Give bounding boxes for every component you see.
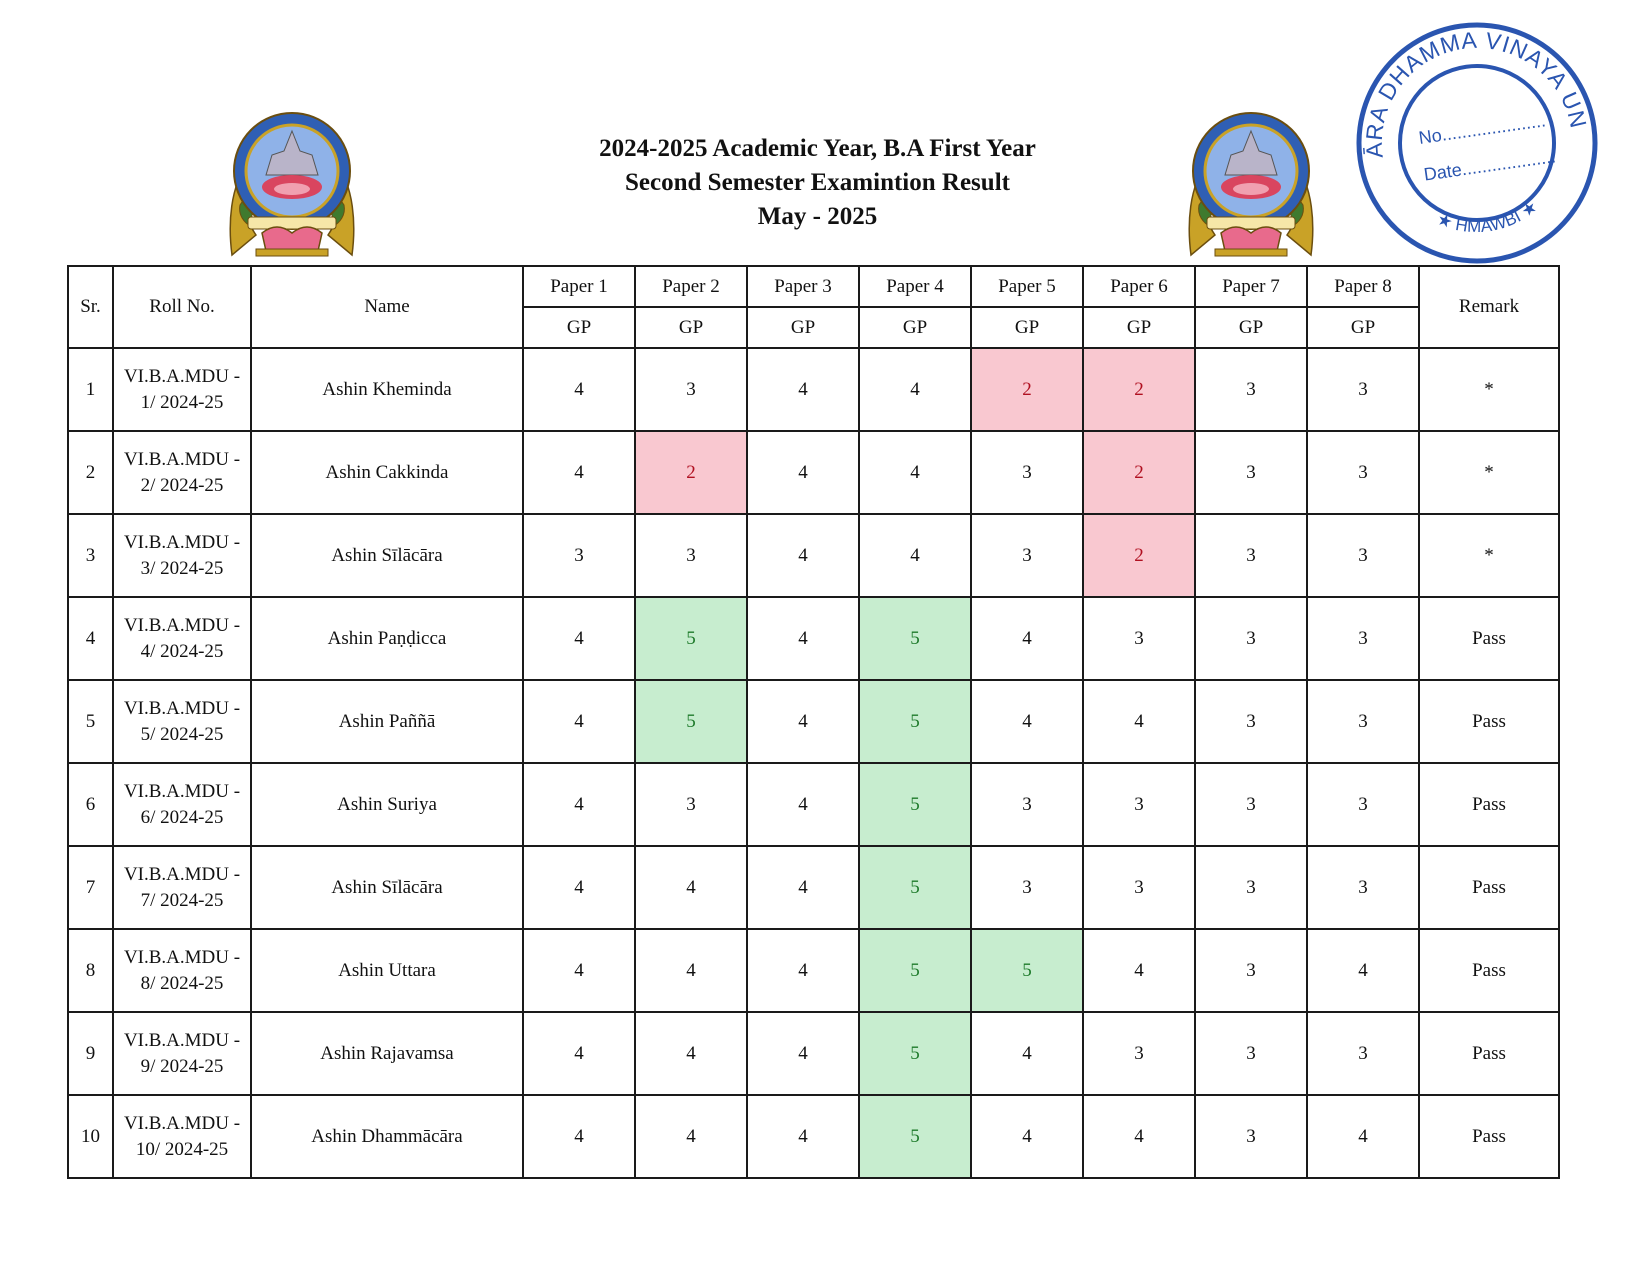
header-paper-1: Paper 1 bbox=[523, 266, 635, 307]
gp-cell-paper-2: 3 bbox=[635, 763, 747, 846]
gp-cell-paper-3: 4 bbox=[747, 1012, 859, 1095]
gp-cell-paper-6: 3 bbox=[1083, 1012, 1195, 1095]
gp-cell-paper-7: 3 bbox=[1195, 348, 1307, 431]
gp-cell-paper-1: 4 bbox=[523, 348, 635, 431]
gp-cell-paper-6: 4 bbox=[1083, 1095, 1195, 1178]
header-sr: Sr. bbox=[68, 266, 113, 348]
name-cell: Ashin Rajavamsa bbox=[251, 1012, 523, 1095]
gp-cell-paper-4: 5 bbox=[859, 597, 971, 680]
roll-no-cell bbox=[113, 929, 251, 1012]
gp-cell-paper-1: 4 bbox=[523, 1012, 635, 1095]
gp-cell-paper-3: 4 bbox=[747, 1095, 859, 1178]
roll-no-line-1: VI.B.A.MDU - bbox=[123, 1029, 241, 1051]
gp-cell-paper-2: 3 bbox=[635, 514, 747, 597]
gp-cell-paper-3: 4 bbox=[747, 929, 859, 1012]
header-gp: GP bbox=[523, 307, 635, 348]
gp-cell-paper-7: 3 bbox=[1195, 1012, 1307, 1095]
gp-cell-paper-2: 4 bbox=[635, 1012, 747, 1095]
roll-no-line-1: VI.B.A.MDU - bbox=[123, 448, 241, 470]
sr-cell: 9 bbox=[68, 1012, 113, 1095]
gp-cell-paper-6: 4 bbox=[1083, 680, 1195, 763]
gp-cell-paper-8: 3 bbox=[1307, 680, 1419, 763]
gp-cell-paper-6: 3 bbox=[1083, 597, 1195, 680]
sr-cell: 10 bbox=[68, 1095, 113, 1178]
name-cell: Ashin Uttara bbox=[251, 929, 523, 1012]
gp-cell-paper-1: 4 bbox=[523, 680, 635, 763]
svg-text:No.....................: No..................... bbox=[1417, 110, 1547, 148]
svg-text:★ HMAWBI ★: ★ HMAWBI ★ bbox=[1434, 196, 1542, 237]
svg-text:Date...................: Date................... bbox=[1422, 146, 1558, 185]
gp-cell-paper-8: 3 bbox=[1307, 846, 1419, 929]
gp-cell-paper-1: 4 bbox=[523, 431, 635, 514]
gp-cell-paper-8: 3 bbox=[1307, 597, 1419, 680]
gp-cell-paper-6: 3 bbox=[1083, 763, 1195, 846]
roll-no-cell bbox=[113, 431, 251, 514]
gp-cell-paper-3: 4 bbox=[747, 763, 859, 846]
gp-cell-paper-5: 4 bbox=[971, 680, 1083, 763]
roll-no-line-2: 1/ 2024-25 bbox=[140, 391, 224, 413]
gp-cell-paper-4: 5 bbox=[859, 929, 971, 1012]
gp-cell-paper-3: 4 bbox=[747, 680, 859, 763]
name-cell: Ashin Sīlācāra bbox=[251, 846, 523, 929]
header-paper-4: Paper 4 bbox=[859, 266, 971, 307]
gp-cell-paper-5: 4 bbox=[971, 1095, 1083, 1178]
gp-cell-paper-4: 5 bbox=[859, 1012, 971, 1095]
table-row bbox=[68, 1095, 1559, 1178]
svg-text:MAHĀVIHĀRA DHAMMA VINAYA UNIVE: MAHĀVIHĀRA DHAMMA VINAYA UNIVERSITY bbox=[1360, 26, 1592, 159]
gp-cell-paper-2: 5 bbox=[635, 680, 747, 763]
gp-cell-paper-8: 3 bbox=[1307, 348, 1419, 431]
roll-no-line-2: 10/ 2024-25 bbox=[135, 1138, 229, 1160]
header-gp: GP bbox=[747, 307, 859, 348]
title-line-2: Second Semester Examintion Result bbox=[625, 169, 1010, 196]
header-gp: GP bbox=[635, 307, 747, 348]
header-gp: GP bbox=[1083, 307, 1195, 348]
sr-cell: 6 bbox=[68, 763, 113, 846]
table-row bbox=[68, 597, 1559, 680]
header-paper-2: Paper 2 bbox=[635, 266, 747, 307]
remark-cell: Pass bbox=[1419, 680, 1559, 763]
roll-no-line-1: VI.B.A.MDU - bbox=[123, 614, 241, 636]
gp-cell-paper-6: 2 bbox=[1083, 431, 1195, 514]
roll-no-line-1: VI.B.A.MDU - bbox=[123, 946, 241, 968]
title-line-3: May - 2025 bbox=[757, 203, 878, 230]
gp-cell-paper-8: 4 bbox=[1307, 1095, 1419, 1178]
roll-no-line-1: VI.B.A.MDU - bbox=[123, 1112, 241, 1134]
header-gp: GP bbox=[859, 307, 971, 348]
gp-cell-paper-2: 5 bbox=[635, 597, 747, 680]
gp-cell-paper-6: 2 bbox=[1083, 514, 1195, 597]
gp-cell-paper-3: 4 bbox=[747, 514, 859, 597]
header-remark: Remark bbox=[1419, 266, 1559, 348]
gp-cell-paper-4: 4 bbox=[859, 514, 971, 597]
gp-cell-paper-2: 4 bbox=[635, 1095, 747, 1178]
remark-cell: Pass bbox=[1419, 846, 1559, 929]
remark-cell: Pass bbox=[1419, 929, 1559, 1012]
gp-cell-paper-7: 3 bbox=[1195, 431, 1307, 514]
header-name: Name bbox=[251, 266, 523, 348]
roll-no-line-2: 2/ 2024-25 bbox=[140, 474, 224, 496]
roll-no-line-1: VI.B.A.MDU - bbox=[123, 697, 241, 719]
roll-no-cell bbox=[113, 597, 251, 680]
header-paper-3: Paper 3 bbox=[747, 266, 859, 307]
gp-cell-paper-1: 4 bbox=[523, 1095, 635, 1178]
gp-cell-paper-8: 3 bbox=[1307, 1012, 1419, 1095]
sr-cell: 5 bbox=[68, 680, 113, 763]
gp-cell-paper-1: 4 bbox=[523, 929, 635, 1012]
gp-cell-paper-4: 5 bbox=[859, 680, 971, 763]
remark-cell: Pass bbox=[1419, 1095, 1559, 1178]
gp-cell-paper-7: 3 bbox=[1195, 846, 1307, 929]
roll-no-line-2: 9/ 2024-25 bbox=[140, 1055, 224, 1077]
remark-cell: Pass bbox=[1419, 1012, 1559, 1095]
roll-no-cell bbox=[113, 680, 251, 763]
gp-cell-paper-4: 5 bbox=[859, 846, 971, 929]
gp-cell-paper-2: 4 bbox=[635, 846, 747, 929]
gp-cell-paper-8: 3 bbox=[1307, 514, 1419, 597]
header-gp: GP bbox=[971, 307, 1083, 348]
roll-no-cell bbox=[113, 1095, 251, 1178]
table-row bbox=[68, 348, 1559, 431]
header-paper-7: Paper 7 bbox=[1195, 266, 1307, 307]
roll-no-line-1: VI.B.A.MDU - bbox=[123, 780, 241, 802]
gp-cell-paper-1: 4 bbox=[523, 846, 635, 929]
roll-no-cell bbox=[113, 514, 251, 597]
gp-cell-paper-2: 2 bbox=[635, 431, 747, 514]
name-cell: Ashin Kheminda bbox=[251, 348, 523, 431]
table-row bbox=[68, 763, 1559, 846]
header-roll-no: Roll No. bbox=[113, 266, 251, 348]
gp-cell-paper-8: 3 bbox=[1307, 431, 1419, 514]
remark-cell: * bbox=[1419, 348, 1559, 431]
sr-cell: 7 bbox=[68, 846, 113, 929]
gp-cell-paper-2: 4 bbox=[635, 929, 747, 1012]
results-table bbox=[67, 265, 1560, 1179]
gp-cell-paper-7: 3 bbox=[1195, 514, 1307, 597]
gp-cell-paper-3: 4 bbox=[747, 348, 859, 431]
sr-cell: 3 bbox=[68, 514, 113, 597]
gp-cell-paper-5: 2 bbox=[971, 348, 1083, 431]
table-row bbox=[68, 1012, 1559, 1095]
table-row bbox=[68, 514, 1559, 597]
roll-no-cell bbox=[113, 348, 251, 431]
gp-cell-paper-5: 3 bbox=[971, 763, 1083, 846]
gp-cell-paper-6: 4 bbox=[1083, 929, 1195, 1012]
gp-cell-paper-1: 4 bbox=[523, 763, 635, 846]
gp-cell-paper-7: 3 bbox=[1195, 1095, 1307, 1178]
header-gp: GP bbox=[1307, 307, 1419, 348]
gp-cell-paper-7: 3 bbox=[1195, 763, 1307, 846]
roll-no-cell bbox=[113, 846, 251, 929]
header-paper-8: Paper 8 bbox=[1307, 266, 1419, 307]
roll-no-cell bbox=[113, 1012, 251, 1095]
roll-no-line-1: VI.B.A.MDU - bbox=[123, 863, 241, 885]
table-row bbox=[68, 680, 1559, 763]
results-body bbox=[68, 348, 1559, 1178]
header-paper-6: Paper 6 bbox=[1083, 266, 1195, 307]
roll-no-line-2: 8/ 2024-25 bbox=[140, 972, 224, 994]
gp-cell-paper-2: 3 bbox=[635, 348, 747, 431]
roll-no-line-2: 7/ 2024-25 bbox=[140, 889, 224, 911]
roll-no-line-2: 6/ 2024-25 bbox=[140, 806, 224, 828]
gp-cell-paper-5: 5 bbox=[971, 929, 1083, 1012]
name-cell: Ashin Paṇḍicca bbox=[251, 597, 523, 680]
gp-cell-paper-5: 4 bbox=[971, 1012, 1083, 1095]
gp-cell-paper-5: 3 bbox=[971, 846, 1083, 929]
remark-cell: Pass bbox=[1419, 763, 1559, 846]
roll-no-cell bbox=[113, 763, 251, 846]
gp-cell-paper-4: 4 bbox=[859, 431, 971, 514]
gp-cell-paper-4: 5 bbox=[859, 1095, 971, 1178]
header-paper-5: Paper 5 bbox=[971, 266, 1083, 307]
remark-cell: * bbox=[1419, 514, 1559, 597]
name-cell: Ashin Sīlācāra bbox=[251, 514, 523, 597]
gp-cell-paper-3: 4 bbox=[747, 846, 859, 929]
gp-cell-paper-7: 3 bbox=[1195, 597, 1307, 680]
gp-cell-paper-7: 3 bbox=[1195, 680, 1307, 763]
name-cell: Ashin Dhammācāra bbox=[251, 1095, 523, 1178]
name-cell: Ashin Paññā bbox=[251, 680, 523, 763]
title-line-1: 2024-2025 Academic Year, B.A First Year bbox=[599, 135, 1036, 162]
gp-cell-paper-4: 5 bbox=[859, 763, 971, 846]
sr-cell: 2 bbox=[68, 431, 113, 514]
sr-cell: 4 bbox=[68, 597, 113, 680]
roll-no-line-1: VI.B.A.MDU - bbox=[123, 531, 241, 553]
table-row bbox=[68, 431, 1559, 514]
gp-cell-paper-1: 3 bbox=[523, 514, 635, 597]
roll-no-line-2: 4/ 2024-25 bbox=[140, 640, 224, 662]
gp-cell-paper-1: 4 bbox=[523, 597, 635, 680]
roll-no-line-2: 3/ 2024-25 bbox=[140, 557, 224, 579]
sr-cell: 8 bbox=[68, 929, 113, 1012]
remark-cell: * bbox=[1419, 431, 1559, 514]
gp-cell-paper-3: 4 bbox=[747, 597, 859, 680]
header-gp: GP bbox=[1195, 307, 1307, 348]
remark-cell: Pass bbox=[1419, 597, 1559, 680]
roll-no-line-2: 5/ 2024-25 bbox=[140, 723, 224, 745]
roll-no-line-1: VI.B.A.MDU - bbox=[123, 365, 241, 387]
table-row bbox=[68, 846, 1559, 929]
gp-cell-paper-8: 4 bbox=[1307, 929, 1419, 1012]
sr-cell: 1 bbox=[68, 348, 113, 431]
gp-cell-paper-6: 2 bbox=[1083, 348, 1195, 431]
gp-cell-paper-7: 3 bbox=[1195, 929, 1307, 1012]
gp-cell-paper-5: 3 bbox=[971, 514, 1083, 597]
name-cell: Ashin Cakkinda bbox=[251, 431, 523, 514]
gp-cell-paper-8: 3 bbox=[1307, 763, 1419, 846]
university-seal-stamp bbox=[1352, 18, 1602, 268]
name-cell: Ashin Suriya bbox=[251, 763, 523, 846]
gp-cell-paper-5: 3 bbox=[971, 431, 1083, 514]
gp-cell-paper-4: 4 bbox=[859, 348, 971, 431]
gp-cell-paper-5: 4 bbox=[971, 597, 1083, 680]
gp-cell-paper-3: 4 bbox=[747, 431, 859, 514]
gp-cell-paper-6: 3 bbox=[1083, 846, 1195, 929]
table-row bbox=[68, 929, 1559, 1012]
